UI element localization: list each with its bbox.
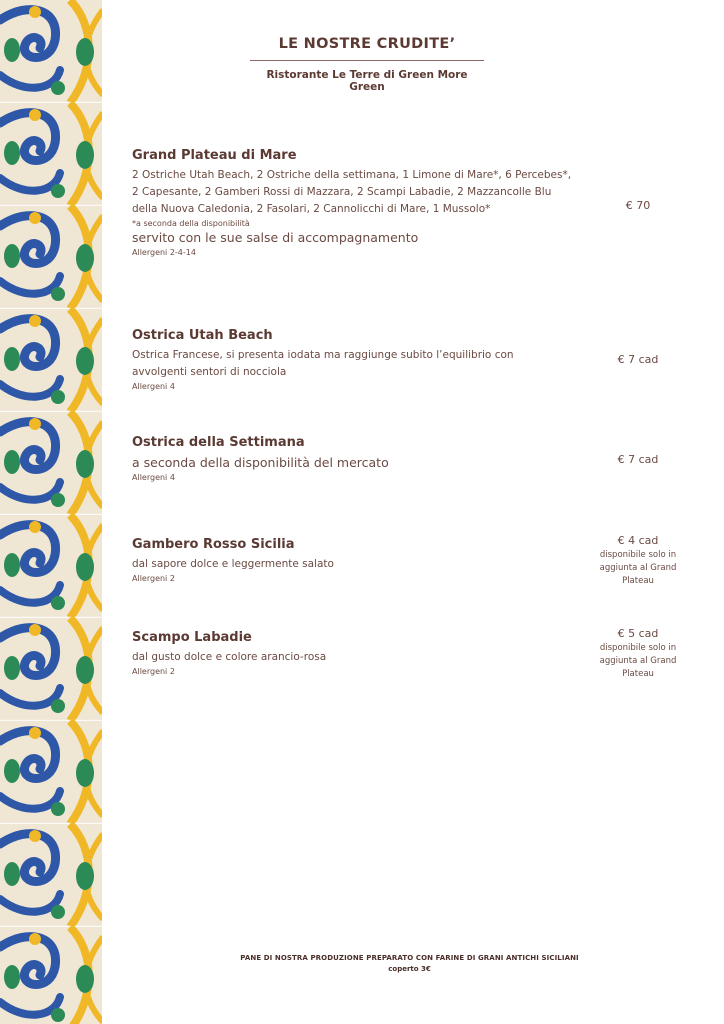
item-description [132,167,602,218]
tile [0,0,103,103]
item-allergens: Allergeni 2 [132,667,175,676]
item-description [132,347,592,381]
item-price [593,627,683,681]
tile [0,206,103,309]
item-description: dal gusto dolce e colore arancio-rosa [132,651,327,663]
price-note-line: Plateau [622,669,654,679]
price-note-line: disponibile solo in [599,550,677,560]
item-description-line: Ostrica Francese, si presenta iodata ma raggiunge subito l’equilibrio con [132,349,514,361]
item-description: dal sapore dolce e leggermente salato [132,558,334,570]
item-name: Grand Plateau di Mare [132,148,297,163]
item-price [593,353,683,366]
tile [0,103,103,206]
item-description: a seconda della disponibilità del mercato [132,455,389,470]
item-description-line: 2 Capesante, 2 Gamberi Rossi di Mazzara, 2 Scampi Labadie, 2 Mazzancolle Blu [132,186,552,198]
majolica-tile-border [0,0,103,1024]
bread-note: PANE DI NOSTRA PRODUZIONE PREPARATO CON FARINE DI GRANI ANTICHI SICILIANI [240,954,579,962]
restaurant-name: Ristorante Le Terre di Green More Green [266,69,468,93]
price-note [593,549,683,588]
tile [0,824,103,927]
tile [0,618,103,721]
item-allergens: Allergeni 4 [132,382,175,391]
tile [0,927,103,1024]
item-name: Ostrica della Settimana [132,435,305,450]
footer-note [132,954,687,973]
menu-item-ostrica-utah-beach [132,328,662,392]
price-value: € 7 cad [617,453,659,466]
item-price [593,453,683,466]
item-price [593,199,683,212]
page-title: LE NOSTRE CRUDITE’ [250,36,484,61]
item-allergens: Allergeni 4 [132,473,175,482]
item-name: Ostrica Utah Beach [132,328,273,343]
item-allergens: Allergeni 2 [132,574,175,583]
menu-item-scampo-labadie [132,630,662,677]
price-note [593,642,683,681]
price-value: € 7 cad [617,353,659,366]
tile [0,515,103,618]
tile [0,412,103,515]
item-name: Gambero Rosso Sicilia [132,537,295,552]
price-note-line: disponibile solo in [599,643,677,653]
menu-item-gambero-rosso-sicilia [132,537,662,584]
price-value: € 70 [625,199,651,212]
price-value: € 5 cad [617,627,659,640]
item-description-line: avvolgenti sentori di nocciola [132,366,287,378]
price-note-line: aggiunta al Grand [599,563,677,573]
price-value: € 4 cad [617,534,659,547]
cover-charge: coperto 3€ [388,965,431,973]
item-allergens: Allergeni 2-4-14 [132,248,196,257]
item-description-line: 2 Ostriche Utah Beach, 2 Ostriche della settimana, 1 Limone di Mare*, 6 Percebes*, [132,169,572,181]
item-price [593,534,683,588]
item-extra: servito con le sue salse di accompagnamento [132,230,419,245]
price-note-line: aggiunta al Grand [599,656,677,666]
menu-item-ostrica-della-settimana [132,435,662,483]
tile [0,309,103,412]
availability-note: *a seconda della disponibilità [132,219,250,228]
price-note-line: Plateau [622,576,654,586]
majolica-tile-pattern [0,0,103,1024]
menu-item-grand-plateau [132,148,662,258]
item-description-line: della Nuova Caledonia, 2 Fasolari, 2 Cannolicchi di Mare, 1 Mussolo* [132,203,491,215]
tile [0,721,103,824]
menu-header [250,36,484,93]
item-name: Scampo Labadie [132,630,252,645]
